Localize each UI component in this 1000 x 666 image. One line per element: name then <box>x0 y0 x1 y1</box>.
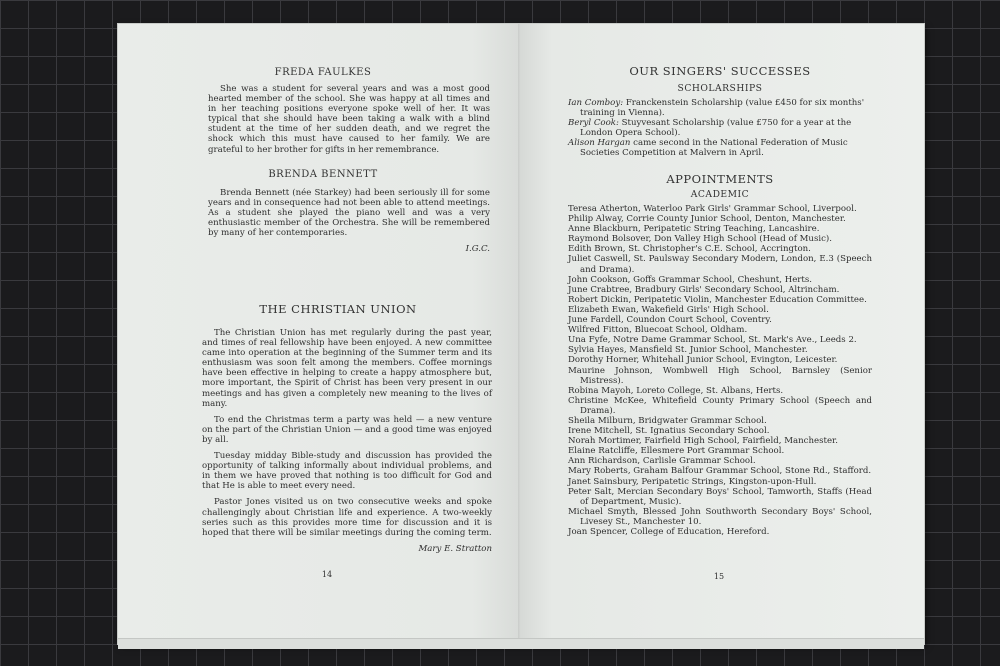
appointment-entry: Irene Mitchell, St. Ignatius Secondary School. <box>568 426 770 437</box>
appointment-entry: Philip Alway, Corrie County Junior School, Denton, Manchester. <box>568 214 846 225</box>
scholarships-heading: SCHOLARSHIPS <box>677 83 763 94</box>
cu-paragraph-4: Pastor Jones visited us on two consecutive weeks and spoke challengingly about Christian life and experience. A two-weekly series such as this provides more time for discussion and it is hoped that there will be similar meetings during the coming term. <box>202 497 492 538</box>
appointment-entry: Joan Spencer, College of Education, Hereford. <box>568 527 770 537</box>
freda-paragraph: She was a student for several years and was a most good hearted member of the school. She was happy at all times and in her teaching positions everyone spoke well of her. It was typical that she should have been taking a walk with a blind student at the time of her sudden death, and we regret the shock which this must have caused to her family. We are grateful to her brother for gifts in her remembrance. <box>208 84 490 155</box>
christian-union-heading: THE CHRISTIAN UNION <box>259 302 417 316</box>
appointment-entry: Norah Mortimer, Fairfield High School, Fairfield, Manchester. <box>568 436 838 447</box>
page-number-left: 14 <box>321 570 333 579</box>
appointment-entry: Sheila Milburn, Bridgwater Grammar School. <box>568 415 767 426</box>
freda-text <box>208 84 490 155</box>
appointment-entry: Dorothy Horner, Whitehall Junior School, Evington, Leicester. <box>568 355 838 366</box>
scholarship-detail: Stuyvesant Scholarship (value £750 for a year at the London Opera School). <box>580 118 852 139</box>
appointment-entry: Wilfred Fitton, Bluecoat School, Oldham. <box>568 325 748 336</box>
appointment-entry: Una Fyfe, Notre Dame Grammar School, St. Mark's Ave., Leeds 2. <box>568 335 857 346</box>
appointment-entry: Sylvia Hayes, Mansfield St. Junior School, Manchester. <box>568 345 808 356</box>
cu-paragraph-2: To end the Christmas term a party was held — a new venture on the part of the Christian Union — and a good time was enjoyed by all. <box>202 414 492 445</box>
appointments-list <box>568 204 872 537</box>
appointment-entry: Maurine Johnson, Wombwell High School, Barnsley (Senior Mistress). <box>568 365 872 386</box>
appointment-entry: Raymond Bolsover, Don Valley High School (Head of Music). <box>568 234 833 245</box>
brenda-paragraph: Brenda Bennett (née Starkey) had been seriously ill for some years and in consequence had not been able to attend meetings. As a student she played the piano well and was a very enthusiastic member of the Orchestra. She will be remembered by many of her contemporaries. <box>208 188 490 239</box>
appointment-entry: Elaine Ratcliffe, Ellesmere Port Grammar School. <box>568 446 785 457</box>
appointment-entry: Janet Sainsbury, Peripatetic Strings, Kingston-upon-Hull. <box>568 476 817 487</box>
singers-successes-heading: OUR SINGERS' SUCCESSES <box>629 64 811 78</box>
appointment-entry: Edith Brown, St. Christopher's C.E. School, Accrington. <box>568 244 811 255</box>
appointment-entry: June Crabtree, Bradbury Girls' Secondary School, Altrincham. <box>568 284 840 295</box>
scholarship-entry <box>568 98 868 118</box>
brenda-heading: BRENDA BENNETT <box>268 169 378 180</box>
open-booklet <box>118 24 924 644</box>
scholarship-detail: Franckenstein Scholarship (value £450 for six months' training in Vienna). <box>580 98 865 119</box>
appointment-entry: Elizabeth Ewan, Wakefield Girls' High School. <box>568 304 769 315</box>
appointments-heading: APPOINTMENTS <box>666 172 774 186</box>
scholar-name: Ian Comboy: <box>568 98 624 108</box>
academic-heading: ACADEMIC <box>690 189 750 200</box>
appointment-entry: Robert Dickin, Peripatetic Violin, Manchester Education Committee. <box>568 294 867 305</box>
appointment-entry: John Cookson, Goffs Grammar School, Cheshunt, Herts. <box>568 274 812 285</box>
appointment-entry: Teresa Atherton, Waterloo Park Girls' Grammar School, Liverpool. <box>568 204 857 214</box>
booklet-edge <box>118 638 924 649</box>
right-page <box>520 24 924 644</box>
appointment-entry: Mary Roberts, Graham Balfour Grammar School, Stone Rd., Stafford. <box>568 466 872 477</box>
scholarship-entry <box>568 118 868 138</box>
brenda-text <box>208 188 490 255</box>
appointment-entry: Juliet Caswell, St. Paulsway Secondary Modern, London, E.3 (Speech and Drama). <box>568 254 872 275</box>
page-number-right: 15 <box>713 572 725 581</box>
left-page <box>118 24 520 644</box>
cu-paragraph-1: The Christian Union has met regularly during the past year, and times of real fellowship have been enjoyed. A new committee came into operation at the beginning of the Summer term and its enthusiasm was soon felt among the members. Coffee mornings have been effective in helping to create a happy atmosphere but, more important, the Spirit of Christ has been very present in our meetings and has given a completely new meaning to the lives of many. <box>202 328 492 409</box>
christian-union-text <box>202 328 492 554</box>
appointment-entry: Robina Mayoh, Loreto College, St. Albans, Herts. <box>568 385 784 396</box>
appointment-entry: Ann Richardson, Carlisle Grammar School. <box>568 456 756 467</box>
cu-signature: Mary E. Stratton <box>418 543 492 554</box>
appointment-entry: Michael Smyth, Blessed John Southworth Secondary Boys' School, Livesey St., Manchester 10. <box>568 506 872 527</box>
appointment-entry: Anne Blackburn, Peripatetic String Teaching, Lancashire. <box>568 224 820 235</box>
cu-paragraph-3: Tuesday midday Bible-study and discussion has provided the opportunity of talking informally about individual problems, and in them we have proved that nothing is too difficult for God and that He is able to meet every need. <box>202 451 492 492</box>
scholar-name: Beryl Cook: <box>568 118 619 129</box>
appointment-entry: June Fardell, Coundon Court School, Coventry. <box>568 315 772 326</box>
appointment-entry: Christine McKee, Whitefield County Primary School (Speech and Drama). <box>568 395 872 416</box>
appointment-entry: Peter Salt, Mercian Secondary Boys' School, Tamworth, Staffs (Head of Department, Music). <box>568 486 872 507</box>
brenda-signature: I.G.C. <box>465 244 490 255</box>
scholarships-list <box>568 98 868 159</box>
scholarship-entry <box>568 138 868 158</box>
scholarship-detail: came second in the National Federation of Music Societies Competition at Malvern in April. <box>580 138 848 159</box>
freda-heading: FREDA FAULKES <box>274 67 372 78</box>
scholar-name: Alison Hargan <box>568 138 631 149</box>
